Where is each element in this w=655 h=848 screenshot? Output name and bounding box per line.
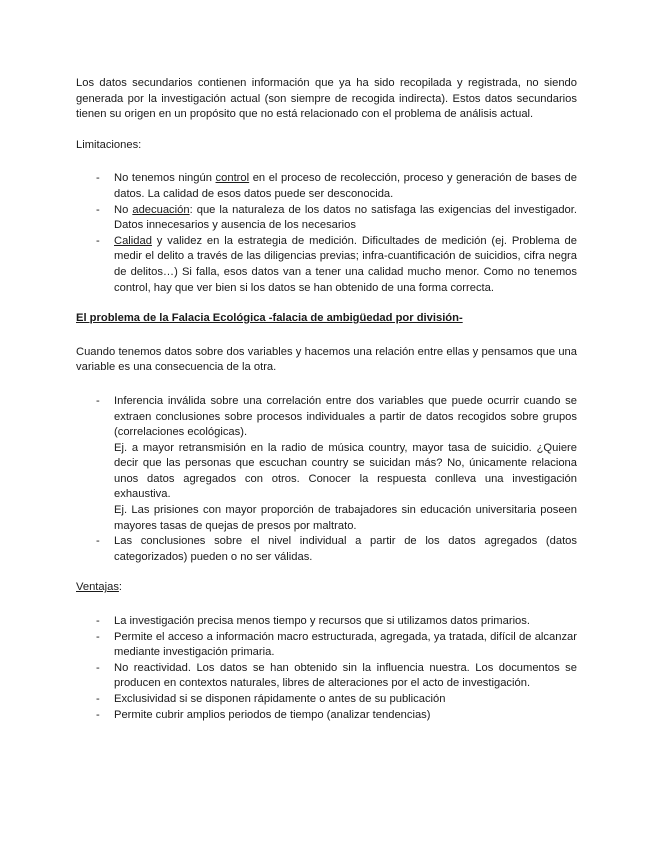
list-item — [76, 234, 577, 296]
underlined-term: adecuación — [132, 203, 190, 216]
list-item — [76, 708, 577, 724]
bullet-dash: - — [96, 693, 100, 705]
ventajas-title — [76, 580, 577, 596]
intro-paragraph: Los datos secundarios contienen información que ya ha sido recopilada y registrada, no siendo generada por la investigación actual (son siempre de recogida indirecta). Estos datos secundarios tienen su origen en un propósito que no está relacionado con el problema de análisis actual. — [76, 77, 577, 121]
bullet-dash: - — [96, 535, 100, 548]
item-text: Permite el acceso a información macro estructurada, agregada, ya tratada, difícil de alcanzar mediante investigación primaria. — [114, 630, 577, 659]
bullet-dash: - — [96, 615, 100, 628]
list-item — [76, 203, 577, 234]
item-text: : que la naturaleza de los datos no satisfaga las exigencias del investigador. Datos innecesarios y ausencia de los necesarios — [114, 203, 577, 232]
underlined-term: Calidad — [114, 234, 152, 247]
item-text: y validez en la estrategia de medición. Dificultades de medición (ej. Problema de medir el delito a través de las diligencias previas; infra-cuantificación de suicidios, cifra negra de delitos…) Si falla, esos datos van a tener una calidad mucho menor. Como no tenemos control, hay que ver bien si los datos se han obtenido de una forma correcta. — [114, 234, 577, 294]
limitaciones-list — [76, 171, 577, 296]
list-item — [76, 630, 577, 661]
item-text: La investigación precisa menos tiempo y recursos que si utilizamos datos primarios. — [114, 615, 530, 628]
ventajas-colon: : — [118, 581, 123, 594]
example-text: Ej. a mayor retransmisión en la radio de música country, mayor tasa de suicidio. ¿Quiere decir que las personas que escuchan country se suicidan más? No, únicamente relaciona unos datos agregados con otros. Conocer la respuesta conlleva una investigación exhaustiva. — [114, 441, 577, 501]
falacia-heading: El problema de la Falacia Ecológica -falacia de ambigüedad por división- — [76, 312, 463, 325]
bullet-dash: - — [96, 234, 100, 247]
example-text: Ej. Las prisiones con mayor proporción de trabajadores sin educación universitaria poseen mayores tasas de quejas de presos por maltrato. — [114, 504, 577, 532]
bullet-dash: - — [96, 394, 100, 407]
ventajas-list — [76, 614, 577, 723]
limitaciones-title: Limitaciones: — [76, 138, 142, 151]
list-item — [76, 171, 577, 202]
list-item — [76, 614, 577, 630]
bullet-dash: - — [96, 661, 100, 674]
underlined-term: control — [215, 172, 250, 185]
bullet-dash: - — [96, 630, 100, 643]
falacia-list — [76, 394, 577, 566]
item-text: Inferencia inválida sobre una correlación entre dos variables que puede ocurrir cuando se extraen conclusiones sobre procesos individuales a partir de datos recogidos sobre grupos (correlaciones ecológicas). — [114, 394, 577, 439]
bullet-dash: - — [96, 203, 100, 216]
list-item — [76, 692, 577, 708]
list-item — [76, 661, 577, 692]
bullet-dash: - — [96, 172, 100, 185]
item-text: Permite cubrir amplios periodos de tiempo (analizar tendencias) — [114, 708, 431, 721]
list-item — [76, 394, 577, 534]
item-text: Exclusividad si se disponen rápidamente o antes de su publicación — [114, 693, 446, 705]
item-text: Las conclusiones sobre el nivel individual a partir de los datos agregados (datos categorizados) pueden o no ser válidas. — [114, 535, 577, 563]
list-item — [76, 534, 577, 565]
falacia-intro: Cuando tenemos datos sobre dos variables y hacemos una relación entre ellas y pensamos que una variable es una consecuencia de la otra. — [76, 345, 577, 374]
item-text: No — [114, 203, 133, 216]
bullet-dash: - — [96, 708, 100, 721]
item-text: en el proceso de recolección, proceso y generación de bases de datos. La calidad de esos datos puede ser desconocida. — [114, 172, 577, 200]
ventajas-title-text: Ventajas — [76, 581, 119, 594]
item-text: No reactividad. Los datos se han obtenido sin la influencia nuestra. Los documentos se producen en contextos naturales, libres de alteraciones por el acto de investigación. — [114, 661, 577, 690]
item-text: No tenemos ningún — [114, 172, 216, 185]
